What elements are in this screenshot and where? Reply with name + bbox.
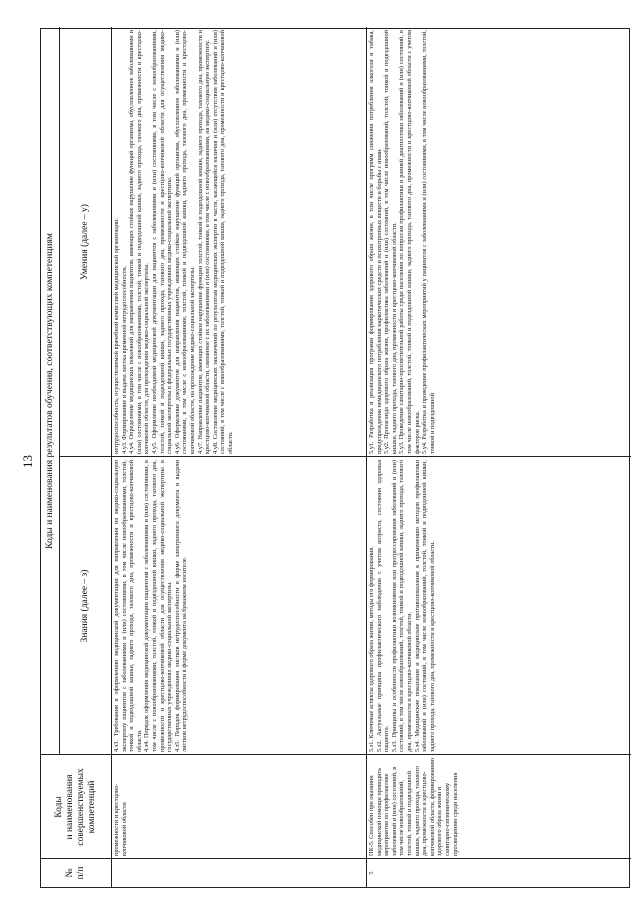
header-codes: Коды и наименования совершенствуемых компетенций	[54, 768, 97, 846]
page-number: 13	[20, 455, 35, 468]
knowledge-item: 4.з4. Порядок оформления медицинской документации пациентам с заболеваниями и (или) состояниями, в том числе с новообразованиями, толстой, тонкой и подвздошной кишки, заднего прохода, тазового дна, промежности и крестцово-копчиковой области для осуществления медико-социальной экспертизы в государственных учреждениях медико-социальной экспертизы.	[143, 460, 174, 752]
skill-item: нетрудоспособность, осуществляемой врачебной комиссией медицинской организации.	[113, 218, 120, 454]
header-results: Коды и наименования результатов обучения, соответствующих компетенциям	[44, 233, 55, 549]
skill-item: 5.у3. Проведение санитарно-просветительной работы среди населения по вопросам профилактики и ранней диагностики заболеваний и (или) состояний, в том числе новообразований, толстой, тонкой и подвздошной кишки, заднего прохода, тазового дна, промежности и крестцово-копчиковой области с учетом факторов риска.	[398, 30, 421, 454]
row2-knowledge	[366, 457, 631, 755]
header-skills: Умения (далее – у)	[79, 204, 90, 280]
skill-item: 4.у3. Формирование и выдача листка временной нетрудоспособности.	[120, 265, 128, 454]
row1-num	[111, 859, 366, 887]
row2-code: ПК-5. Способен при оказании медицинской помощи проводить мероприятия по профилактике заболеваний и (или) состояний, в том числе новообразований, толстой, тонкой и подвздошной кишки, заднего прохода, тазового дна, промежности и крестцово-копчиковой области, формированию здорового образа жизни и санитарно-гигиеническому просвещению среди населения	[368, 758, 459, 856]
skill-item: 5.у2. Пропаганда здорового образа жизни, профилактика заболеваний и (или) состояний, в том числе новообразований, толстой, тонкой и подвздошной кишки, заднего прохода, тазового дна, промежности и крестцово-копчиковой области.	[383, 30, 398, 454]
row1-knowledge	[111, 457, 366, 755]
knowledge-item: 5.з4. Медицинские показания и медицинские противопоказания к применению методов профилактики заболеваний и (или) состояний, в том числе новообразований, толстой, тонкой и подвздошной кишки, заднего прохода, тазового дна, промежности и крестцово-копчиковой области.	[413, 460, 436, 752]
skill-item: 4.у8. Составление медицинских заключений по результатам медицинских экспертиз в части, касающейся наличия и (или) отсутствия заболеваний и (или) состояний, в том числе с новообразованиями, толстой, тонкой и подвздошной кишки, заднего прохода, тазового дна, промежности и крестцово-копчиковой области.	[211, 30, 234, 454]
knowledge-item: 5.з3. Принципы и особенности профилактики возникновения или прогрессирования заболеваний и (или) состояний, в том числе новообразований, толстой, тонкой и подвздошной кишки, заднего прохода, тазового дна, промежности и крестцово-копчиковой области.	[390, 460, 413, 752]
row1-code: промежности и крестцово-копчиковой области	[113, 783, 128, 856]
skill-item: 4.у6. Оформление документов для направления пациентов, имеющих стойкое нарушение функций организма, обусловленное заболеваниями и (или) состояниями, в том числе с новообразованиями, толстой, тонкой и подвздошной кишки, заднего прохода, тазового дна, промежности и крестцово-копчиковой области, на прохождение медико-социальной экспертизы.	[173, 30, 196, 454]
skill-item: 4.у4. Определение медицинских показаний для направления пациентов, имеющих стойкое нарушение функций организма, обусловленное заболеваниями и (или) состояниями, в том числе с новообразованиями, толстой, тонкой и подвздошной кишки, заднего прохода, тазового дна, промежности и крестцово-копчиковой области, для прохождения медико-социальной экспертизы.	[128, 30, 151, 454]
skill-item: 5.у4. Разработка и проведение профилактических мероприятий у пациентов с заболеваниями и (или) состояниями, в том числе новообразованиями, толстой, тонкой и подвздошной	[421, 30, 436, 454]
competency-table	[40, 28, 630, 888]
header-num: № п/п	[65, 866, 86, 880]
knowledge-item: 5.з2. Актуальные принципы профилактического наблюдения с учетом возраста, состояния здоровья пациента.	[375, 460, 391, 752]
knowledge-item: 4.з3. Требования к оформлению медицинской документации для направления на медико-социальную экспертизу пациентов с заболеваниями и (или) состояниями, в том числе новообразованиями, толстой, тонкой и подвздошной кишки, заднего прохода, тазового дна, промежности и крестцово-копчиковой области.	[113, 460, 143, 752]
knowledge-item: 4.з5. Порядок формирования листков нетрудоспособности в форме электронного документа и выдачи листков нетрудоспособности в форме документа на бумажном носителе.	[173, 460, 189, 752]
row2-skills	[366, 27, 631, 457]
skill-item: 4.у7. Направление пациентов, имеющих стойкое нарушение функции толстой, тонкой и подвздошной кишки, заднего прохода, тазового дна, промежности и крестцово-копчиковой области, связанное с их заболеваниями и (или) состояниями, в том числе с новообразованиями, на медико-социальную экспертизу.	[196, 30, 212, 454]
skill-item: 5.у1. Разработка и реализация программ формирования здорового образа жизни, в том числе программ снижения потребления алкоголя и табака, предупреждения немедицинского потребления наркотических средств и психотропных веществ и борьбы с ними.	[368, 30, 383, 454]
header-knowledge: Знания (далее – з)	[79, 569, 90, 643]
skill-item: 4.у5. Оформление необходимой медицинской документации для пациентов с заболеваниями и (или) состояниями, в том числе с новообразованиями, толстой, тонкой и подвздошной кишки, заднего прохода, тазового дна, промежности и крестцово-копчиковой области для осуществления медико-социальной экспертизы в федеральных государственных учреждениях медико-социальной экспертизы.	[150, 30, 174, 454]
row2-num: 5	[368, 871, 375, 875]
row1-skills	[111, 27, 366, 457]
knowledge-item: 5.з1. Ключевые аспекты здорового образа жизни, методы его формирования.	[368, 546, 375, 752]
